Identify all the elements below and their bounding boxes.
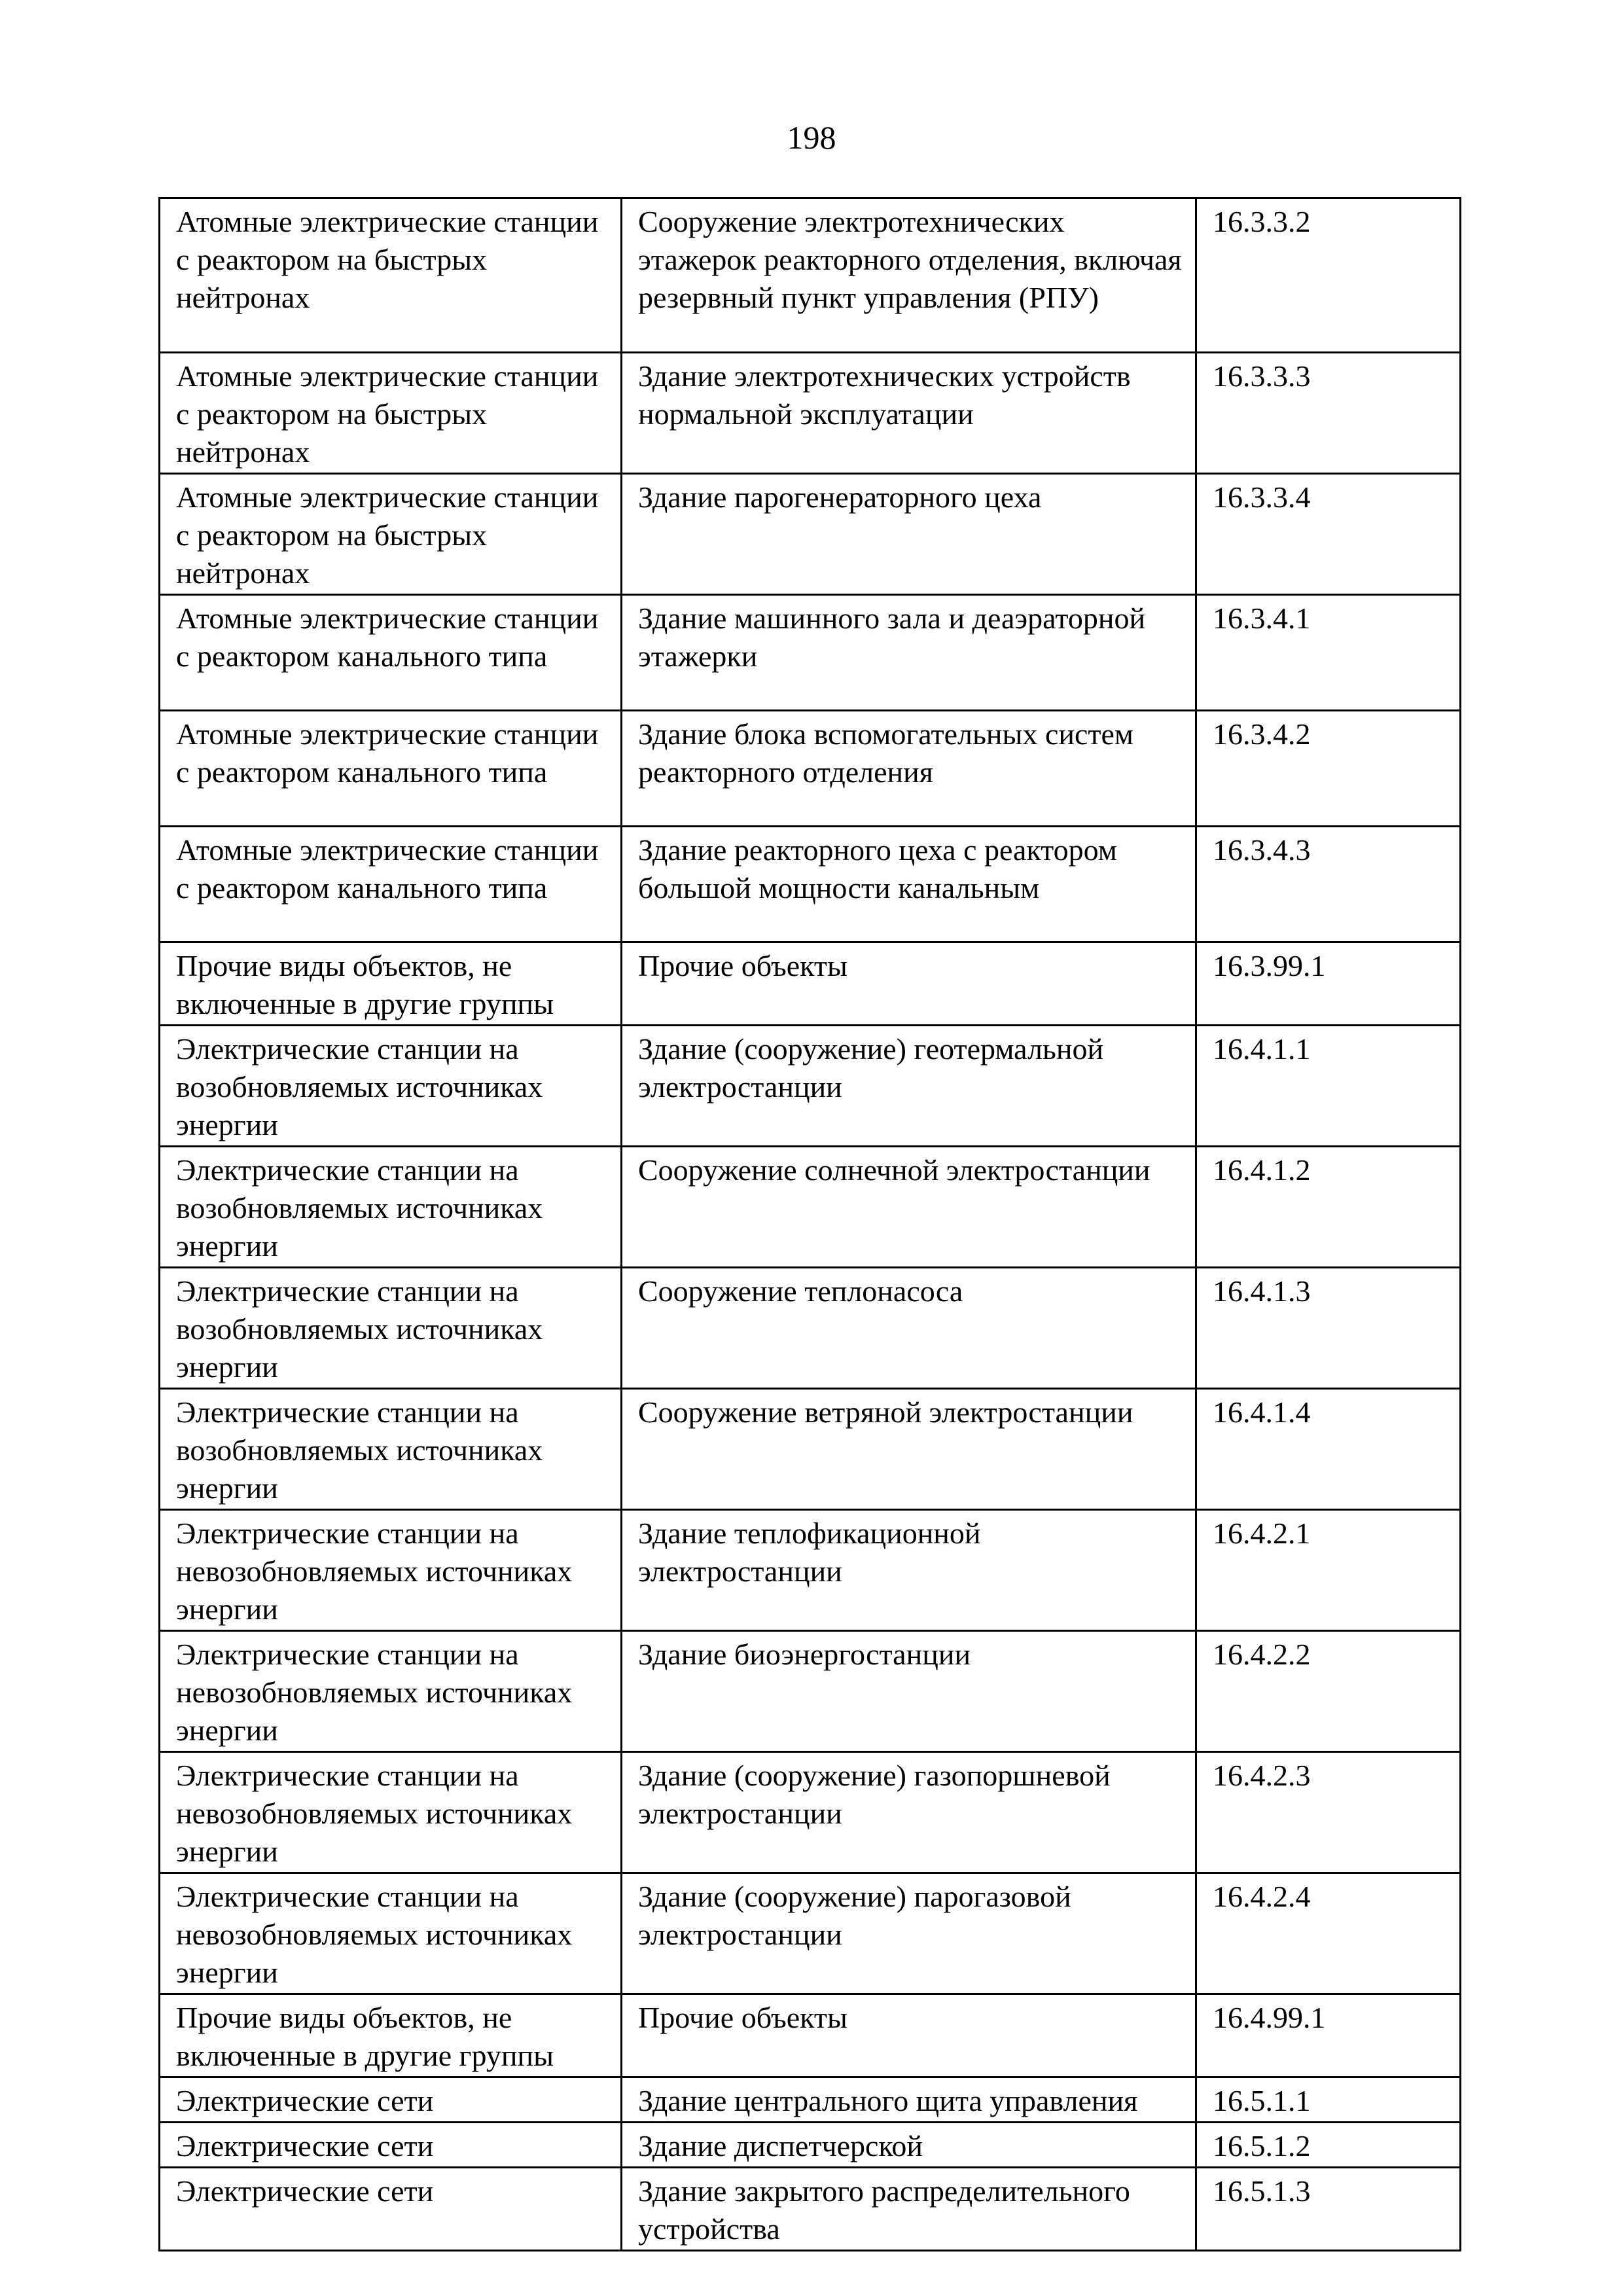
code-cell: 16.5.1.1 xyxy=(1196,2077,1461,2123)
code-cell: 16.3.3.3 xyxy=(1196,353,1461,474)
table-row xyxy=(160,1026,1461,1147)
object-cell: Здание реакторного цеха с реактором большой мощности канальным xyxy=(622,827,1196,942)
category-cell: Электрические станции на возобновляемых источниках энергии xyxy=(160,1147,622,1268)
code-cell: 16.4.1.1 xyxy=(1196,1026,1461,1147)
object-cell: Прочие объекты xyxy=(622,1994,1196,2077)
page-number: 198 xyxy=(787,119,836,156)
code-cell: 16.4.2.3 xyxy=(1196,1752,1461,1873)
classification-table xyxy=(158,197,1461,2251)
category-cell: Электрические сети xyxy=(160,2077,622,2123)
table-row xyxy=(160,2168,1461,2251)
code-cell: 16.5.1.3 xyxy=(1196,2168,1461,2251)
code-cell: 16.3.99.1 xyxy=(1196,942,1461,1026)
category-cell: Электрические станции на возобновляемых источниках энергии xyxy=(160,1026,622,1147)
object-cell: Сооружение ветряной электростанции xyxy=(622,1389,1196,1510)
category-cell: Электрические сети xyxy=(160,2168,622,2251)
table-row xyxy=(160,1752,1461,1873)
code-cell: 16.3.3.2 xyxy=(1196,198,1461,353)
code-cell: 16.4.2.1 xyxy=(1196,1510,1461,1631)
table-row xyxy=(160,1389,1461,1510)
category-cell: Атомные электрические станции с реактором на быстрых нейтронах xyxy=(160,353,622,474)
category-cell: Прочие виды объектов, не включенные в другие группы xyxy=(160,942,622,1026)
table-row xyxy=(160,827,1461,942)
code-cell: 16.4.1.4 xyxy=(1196,1389,1461,1510)
code-cell: 16.4.1.2 xyxy=(1196,1147,1461,1268)
category-cell: Атомные электрические станции с реактором канального типа xyxy=(160,827,622,942)
category-cell: Атомные электрические станции с реактором на быстрых нейтронах xyxy=(160,198,622,353)
object-cell: Здание закрытого распределительного устройства xyxy=(622,2168,1196,2251)
table-row xyxy=(160,1994,1461,2077)
code-cell: 16.4.2.4 xyxy=(1196,1873,1461,1994)
table-row xyxy=(160,1510,1461,1631)
code-cell: 16.3.3.4 xyxy=(1196,474,1461,595)
category-cell: Атомные электрические станции с реактором канального типа xyxy=(160,595,622,711)
object-cell: Здание (сооружение) геотермальной электростанции xyxy=(622,1026,1196,1147)
object-cell: Здание биоэнергостанции xyxy=(622,1631,1196,1752)
code-cell: 16.4.1.3 xyxy=(1196,1268,1461,1389)
object-cell: Сооружение электротехнических этажерок реакторного отделения, включая резервный пункт управления (РПУ) xyxy=(622,198,1196,353)
table-row xyxy=(160,474,1461,595)
table-row xyxy=(160,353,1461,474)
object-cell: Здание парогенераторного цеха xyxy=(622,474,1196,595)
object-cell: Здание (сооружение) парогазовой электростанции xyxy=(622,1873,1196,1994)
code-cell: 16.5.1.2 xyxy=(1196,2123,1461,2168)
object-cell: Здание диспетчерской xyxy=(622,2123,1196,2168)
table-row xyxy=(160,595,1461,711)
table-row xyxy=(160,198,1461,353)
category-cell: Электрические станции на невозобновляемых источниках энергии xyxy=(160,1631,622,1752)
code-cell: 16.3.4.3 xyxy=(1196,827,1461,942)
table-row xyxy=(160,2123,1461,2168)
object-cell: Здание электротехнических устройств нормальной эксплуатации xyxy=(622,353,1196,474)
object-cell: Здание блока вспомогательных систем реакторного отделения xyxy=(622,711,1196,827)
table-row xyxy=(160,1147,1461,1268)
category-cell: Электрические сети xyxy=(160,2123,622,2168)
category-cell: Электрические станции на невозобновляемых источниках энергии xyxy=(160,1752,622,1873)
category-cell: Электрические станции на невозобновляемых источниках энергии xyxy=(160,1510,622,1631)
table-row xyxy=(160,942,1461,1026)
category-cell: Атомные электрические станции с реактором канального типа xyxy=(160,711,622,827)
object-cell: Здание (сооружение) газопоршневой электростанции xyxy=(622,1752,1196,1873)
object-cell: Сооружение теплонасоса xyxy=(622,1268,1196,1389)
category-cell: Атомные электрические станции с реактором на быстрых нейтронах xyxy=(160,474,622,595)
code-cell: 16.3.4.2 xyxy=(1196,711,1461,827)
code-cell: 16.4.2.2 xyxy=(1196,1631,1461,1752)
object-cell: Сооружение солнечной электростанции xyxy=(622,1147,1196,1268)
object-cell: Прочие объекты xyxy=(622,942,1196,1026)
table-row xyxy=(160,711,1461,827)
table-body xyxy=(160,198,1461,2251)
category-cell: Электрические станции на невозобновляемых источниках энергии xyxy=(160,1873,622,1994)
category-cell: Прочие виды объектов, не включенные в другие группы xyxy=(160,1994,622,2077)
code-cell: 16.3.4.1 xyxy=(1196,595,1461,711)
table-row xyxy=(160,1268,1461,1389)
category-cell: Электрические станции на возобновляемых источниках энергии xyxy=(160,1389,622,1510)
object-cell: Здание машинного зала и деаэраторной этажерки xyxy=(622,595,1196,711)
table-row xyxy=(160,2077,1461,2123)
object-cell: Здание центрального щита управления xyxy=(622,2077,1196,2123)
object-cell: Здание теплофикационной электростанции xyxy=(622,1510,1196,1631)
table-row xyxy=(160,1873,1461,1994)
table-row xyxy=(160,1631,1461,1752)
code-cell: 16.4.99.1 xyxy=(1196,1994,1461,2077)
category-cell: Электрические станции на возобновляемых источниках энергии xyxy=(160,1268,622,1389)
